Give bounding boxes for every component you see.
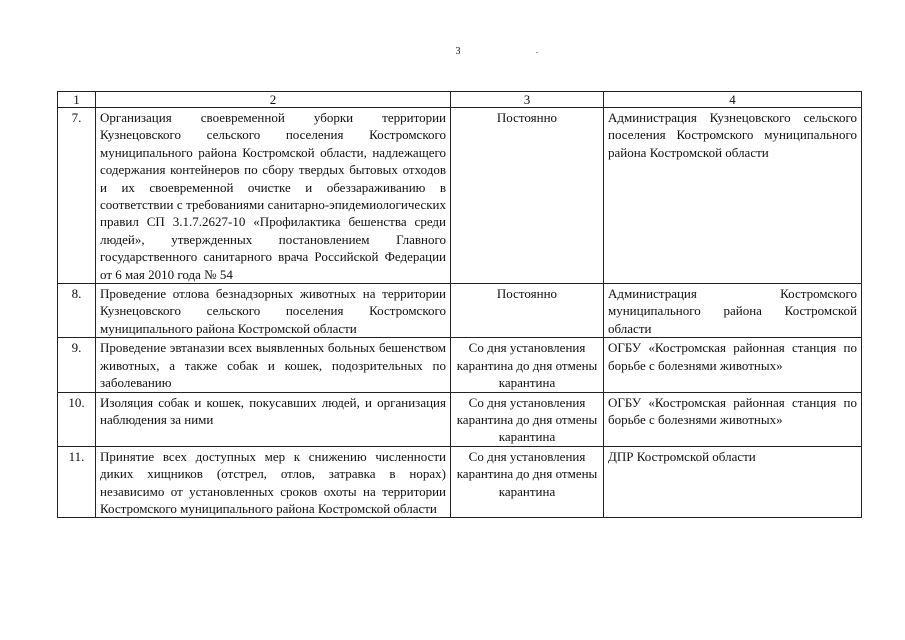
row-number: 9. (58, 338, 96, 392)
term-text: Постоянно (451, 284, 604, 338)
table-row (58, 284, 862, 338)
table-header-row (58, 92, 862, 108)
row-number: 7. (58, 108, 96, 284)
responsible-text: Администрация Костромского муниципального района Костромской области (604, 284, 862, 338)
row-number: 11. (58, 446, 96, 518)
measures-table (57, 91, 862, 518)
responsible-text: ОГБУ «Костромская районная станция по борьбе с болезнями животных» (604, 338, 862, 392)
header-cell-2: 2 (96, 92, 451, 108)
term-text: Постоянно (451, 108, 604, 284)
table-row (58, 446, 862, 518)
measure-text: Организация своевременной уборки территории Кузнецовского сельского поселения Костромского муниципального района Костромской области, надлежащего содержания контейнеров по сбору твердых бытовых отходов и их своевременной очистке и обеззараживанию в соответствии с требованиями санитарно-эпидемиологических правил СП 3.1.7.2627-10 «Профилактика бешенства среди людей», утвержденных постановлением Главного государственного санитарного врача Российской Федерации от 6 мая 2010 года № 54 (96, 108, 451, 284)
measure-text: Проведение отлова безнадзорных животных на территории Кузнецовского сельского поселения Костромского муниципального района Костромской области (96, 284, 451, 338)
table-row (58, 392, 862, 446)
measure-text: Изоляция собак и кошек, покусавших людей, и организация наблюдения за ними (96, 392, 451, 446)
header-cell-3: 3 (451, 92, 604, 108)
term-text: Со дня установления карантина до дня отмены карантина (451, 338, 604, 392)
measure-text: Принятие всех доступных мер к снижению численности диких хищников (отстрел, отлов, затравка в норах) независимо от установленных сроков охоты на территории Костромского муниципального района Костромской области (96, 446, 451, 518)
table-row (58, 108, 862, 284)
row-number: 8. (58, 284, 96, 338)
page-number: 3 (455, 46, 461, 57)
responsible-text: ДПР Костромской области (604, 446, 862, 518)
table-row (58, 338, 862, 392)
term-text: Со дня установления карантина до дня отмены карантина (451, 392, 604, 446)
term-text: Со дня установления карантина до дня отмены карантина (451, 446, 604, 518)
measure-text: Проведение эвтаназии всех выявленных больных бешенством животных, а также собак и кошек, подозрительных по заболеванию (96, 338, 451, 392)
header-cell-1: 1 (58, 92, 96, 108)
scan-speck (536, 52, 538, 53)
row-number: 10. (58, 392, 96, 446)
header-cell-4: 4 (604, 92, 862, 108)
responsible-text: ОГБУ «Костромская районная станция по борьбе с болезнями животных» (604, 392, 862, 446)
responsible-text: Администрация Кузнецовского сельского поселения Костромского муниципального района Костромской области (604, 108, 862, 284)
